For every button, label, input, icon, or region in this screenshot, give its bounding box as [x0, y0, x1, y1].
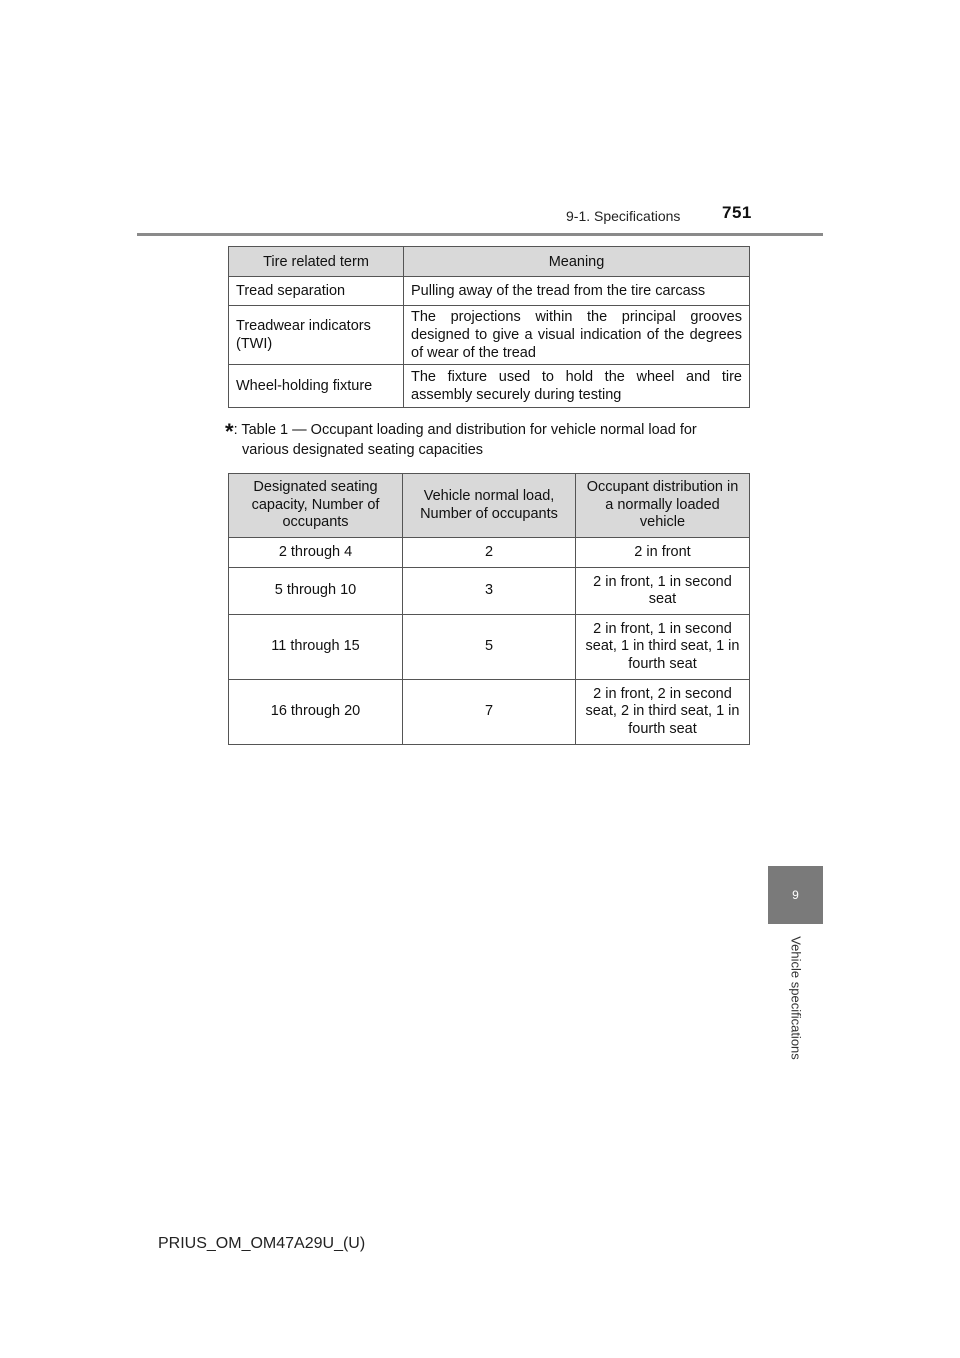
meaning-cell: Pulling away of the tread from the tire carcass [404, 277, 750, 306]
table-row [229, 365, 750, 408]
distribution-cell: 2 in front, 1 in second seat, 1 in third seat, 1 in fourth seat [576, 615, 750, 680]
capacity-cell: 2 through 4 [229, 538, 403, 568]
column-header-meaning: Meaning [404, 247, 750, 277]
footnote-marker: * [225, 419, 234, 444]
meaning-cell: The fixture used to hold the wheel and tire assembly securely during testing [404, 365, 750, 408]
table-row [229, 277, 750, 306]
page-number: 751 [722, 203, 752, 222]
table-row [229, 615, 750, 680]
column-header-term: Tire related term [229, 247, 404, 277]
load-cell: 7 [403, 680, 576, 745]
meaning-cell: The projections within the principal grooves designed to give a visual indication of the degrees of wear of the tread [404, 306, 750, 365]
distribution-cell: 2 in front, 1 in second seat [576, 568, 750, 615]
table-row [229, 306, 750, 365]
header-divider [137, 233, 823, 236]
column-header-load: Vehicle normal load, Number of occupants [403, 474, 576, 538]
footnote-line-2: various designated seating capacities [242, 442, 484, 458]
column-header-capacity: Designated seating capacity, Number of occupants [229, 474, 403, 538]
capacity-cell: 16 through 20 [229, 680, 403, 745]
chapter-label: Vehicle specifications [788, 936, 804, 1060]
table-footnote [225, 421, 755, 459]
tire-terms-table [228, 246, 750, 408]
term-cell: Treadwear indicators (TWI) [229, 306, 404, 365]
term-cell: Wheel-holding fixture [229, 365, 404, 408]
term-cell: Tread separation [229, 277, 404, 306]
capacity-cell: 11 through 15 [229, 615, 403, 680]
column-header-distribution: Occupant distribution in a normally loaded vehicle [576, 474, 750, 538]
section-title: 9-1. Specifications [566, 208, 681, 224]
footnote-line-1: : Table 1 — Occupant loading and distribution for vehicle normal load for [233, 422, 697, 438]
load-cell: 2 [403, 538, 576, 568]
chapter-tab: 9 [768, 866, 823, 924]
distribution-cell: 2 in front [576, 538, 750, 568]
load-cell: 3 [403, 568, 576, 615]
document-id: PRIUS_OM_OM47A29U_(U) [158, 1235, 366, 1252]
distribution-cell: 2 in front, 2 in second seat, 2 in third seat, 1 in fourth seat [576, 680, 750, 745]
table-header-row [229, 247, 750, 277]
capacity-cell: 5 through 10 [229, 568, 403, 615]
occupant-loading-table [228, 473, 750, 745]
table-row [229, 538, 750, 568]
load-cell: 5 [403, 615, 576, 680]
table-row [229, 680, 750, 745]
table-row [229, 568, 750, 615]
table-header-row [229, 474, 750, 538]
